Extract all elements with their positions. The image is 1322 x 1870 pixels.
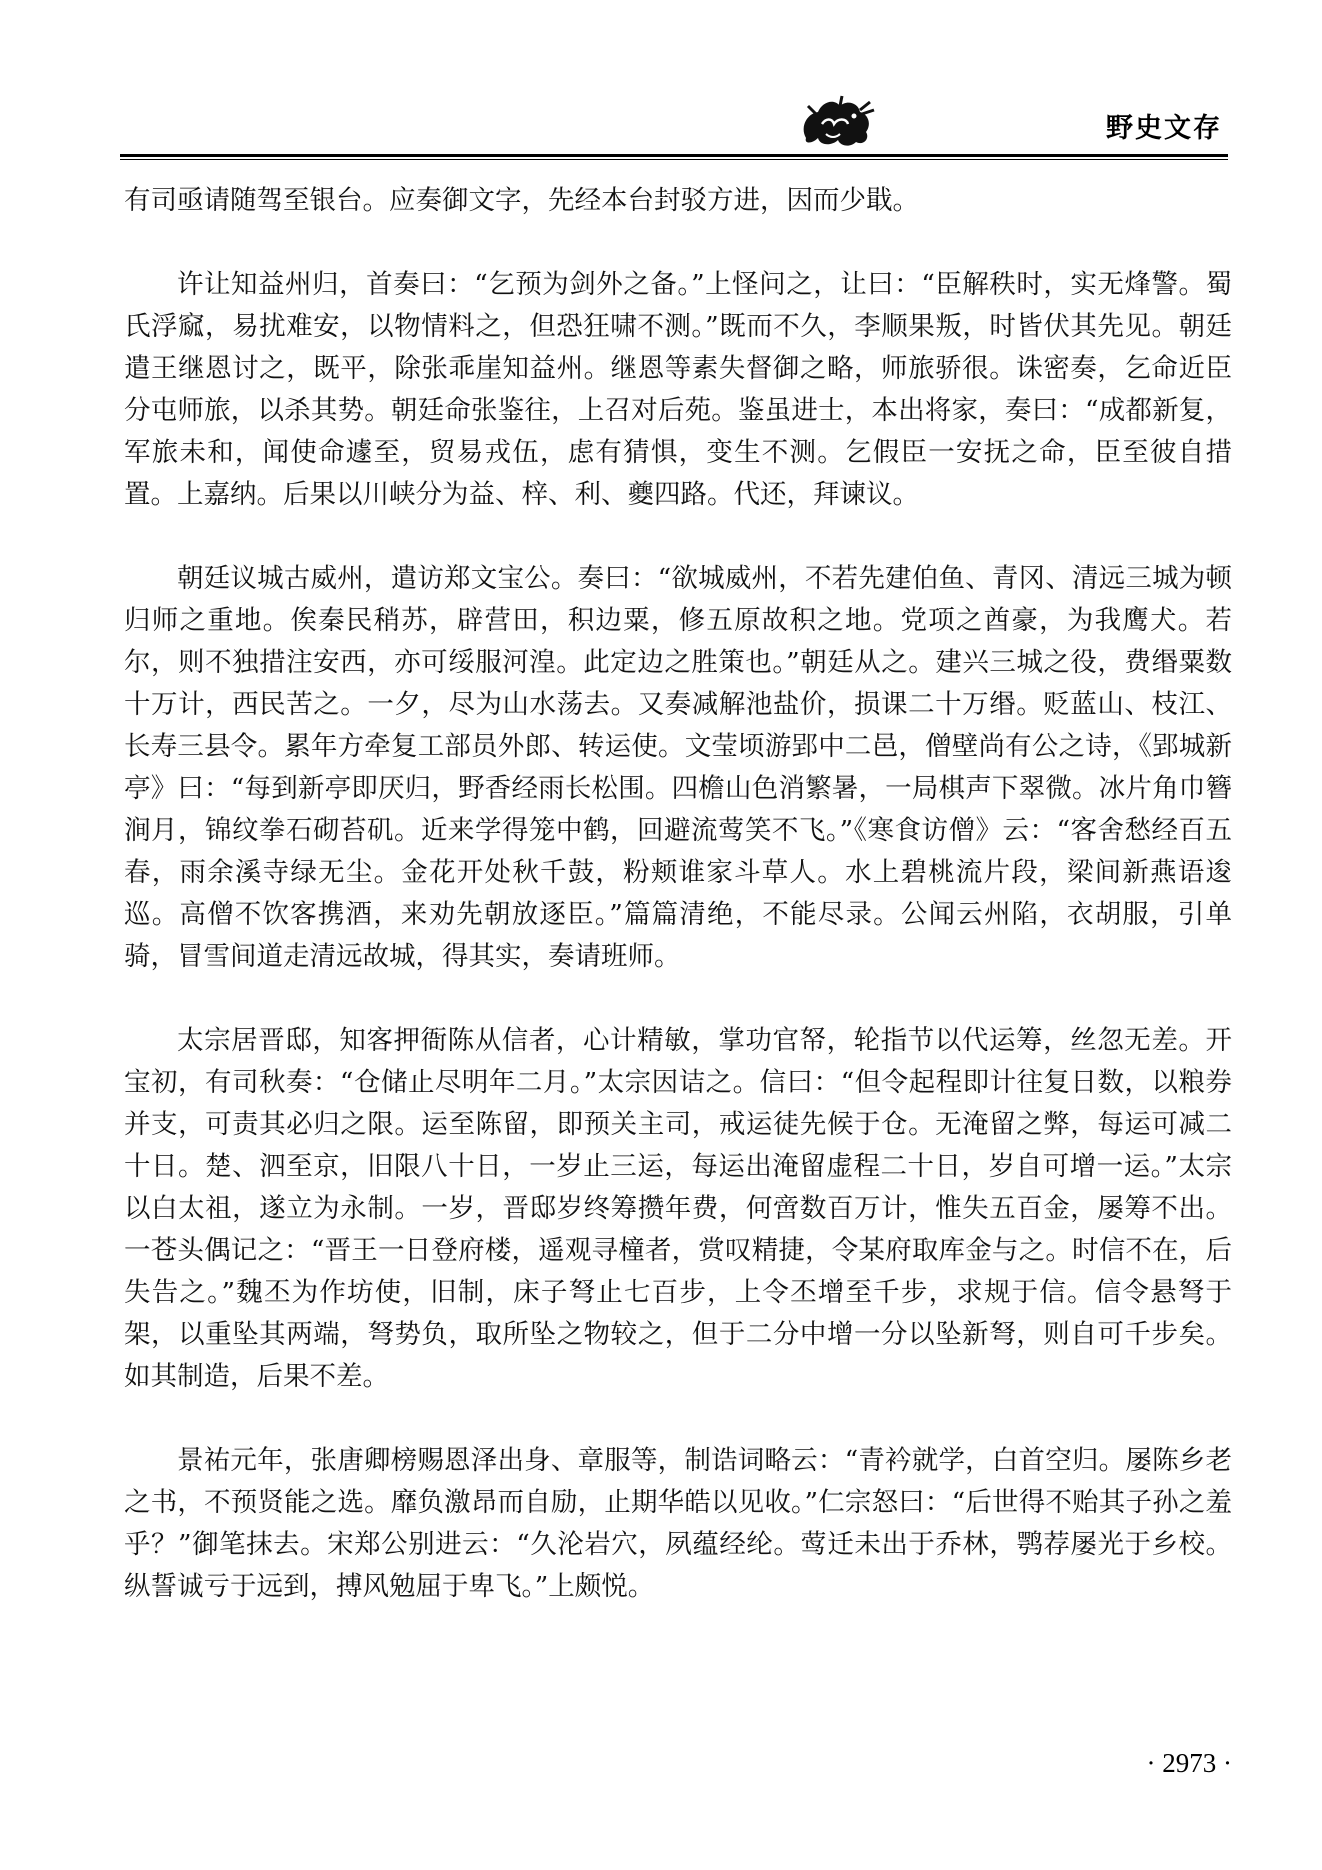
page-header xyxy=(120,92,1228,158)
page-number: · 2973 · xyxy=(1146,1748,1232,1778)
paragraph: 太宗居晋邸，知客押衙陈从信者，心计精敏，掌功官帑，轮指节以代运筹，丝忽无差。开宝初，有司秋奏：“仓储止尽明年二月。”太宗因诘之。信曰：“但令起程即计往复日数，以粮券并支，可责其必归之限。运至陈留，即预关主司，戒运徒先候于仓。无淹留之弊，每运可减二十日。楚、泗至京，旧限八十日，一岁止三运，每运出淹留虚程二十日，岁自可增一运。”太宗以白太祖，遂立为永制。一岁，晋邸岁终筹攒年费，何啻数百万计，惟失五百金，屡筹不出。一苍头偶记之：“晋王一日登府楼，遥观寻橦者，赏叹精捷，令某府取库金与之。时信不在，后失告之。”魏丕为作坊使，旧制，床子弩止七百步，上令丕增至千步，求规于信。信令悬弩于架，以重坠其两端，弩势负，取所坠之物较之，但于二分中增一分以坠新弩，则自可千步矣。如其制造，后果不差。 xyxy=(124,1025,1232,1392)
dragon-icon xyxy=(796,92,876,152)
paragraph: 朝廷议城古威州，遣访郑文宝公。奏曰：“欲城威州，不若先建伯鱼、青冈、清远三城为顿归师之重地。俟秦民稍苏，辟营田，积边粟，修五原故积之地。党项之酋豪，为我鹰犬。若尔，则不独措注安西，亦可绥服河湟。此定边之胜策也。”朝廷从之。建兴三城之役，费缗粟数十万计，西民苦之。一夕，尽为山水荡去。又奏减解池盐价，损课二十万缗。贬蓝山、枝江、长寿三县令。累年方牵复工部员外郎、转运使。文莹顷游郢中二邑，僧壁尚有公之诗，《郢城新亭》曰：“每到新亭即厌归，野香经雨长松围。四檐山色消繁暑，一局棋声下翠微。冰片角巾簪涧月，锦纹拳石砌苔矶。近来学得笼中鹤，回避流莺笑不飞。”《寒食访僧》云：“客舍愁经百五春，雨余溪寺绿无尘。金花开处秋千鼓，粉颊谁家斗草人。水上碧桃流片段，梁间新燕语逡巡。高僧不饮客携酒，来劝先朝放逐臣。”篇篇清绝，不能尽录。公闻云州陷，衣胡服，引单骑，冒雪间道走清远故城，得其实，奏请班师。 xyxy=(124,563,1232,972)
paragraph: 有司亟请随驾至银台。应奏御文字，先经本台封驳方进，因而少戢。 xyxy=(124,185,919,216)
running-title: 野史文存 xyxy=(1106,113,1222,144)
page-body xyxy=(124,180,1232,1650)
paragraph: 景祐元年，张唐卿榜赐恩泽出身、章服等，制诰词略云：“青衿就学，白首空归。屡陈乡老之书，不预贤能之选。靡负激昂而自励，止期华皓以见收。”仁宗怒曰：“后世得不贻其子孙之羞乎？”御笔抹去。宋郑公别进云：“久沦岩穴，夙蕴经纶。莺迁未出于乔林，鹗荐屡光于乡校。纵誓诚亏于远到，搏风勉屈于卑飞。”上颇悦。 xyxy=(124,1445,1232,1602)
header-rule-thin xyxy=(120,159,1228,160)
header-rule xyxy=(120,154,1228,157)
paragraph: 许让知益州归，首奏曰：“乞预为剑外之备。”上怪问之，让曰：“臣解秩时，实无烽警。蜀氏浮窳，易扰难安，以物情料之，但恐狂啸不测。”既而不久，李顺果叛，时皆伏其先见。朝廷遣王继恩讨之，既平，除张乖崖知益州。继恩等素失督御之略，师旅骄很。诛密奏，乞命近臣分屯师旅，以杀其势。朝廷命张鉴往，上召对后苑。鉴虽进士，本出将家，奏曰：“成都新复，军旅未和，闻使命遽至，贸易戎伍，虑有猜惧，变生不测。乞假臣一安抚之命，臣至彼自措置。上嘉纳。后果以川峡分为益、梓、利、夔四路。代还，拜谏议。 xyxy=(124,269,1233,510)
